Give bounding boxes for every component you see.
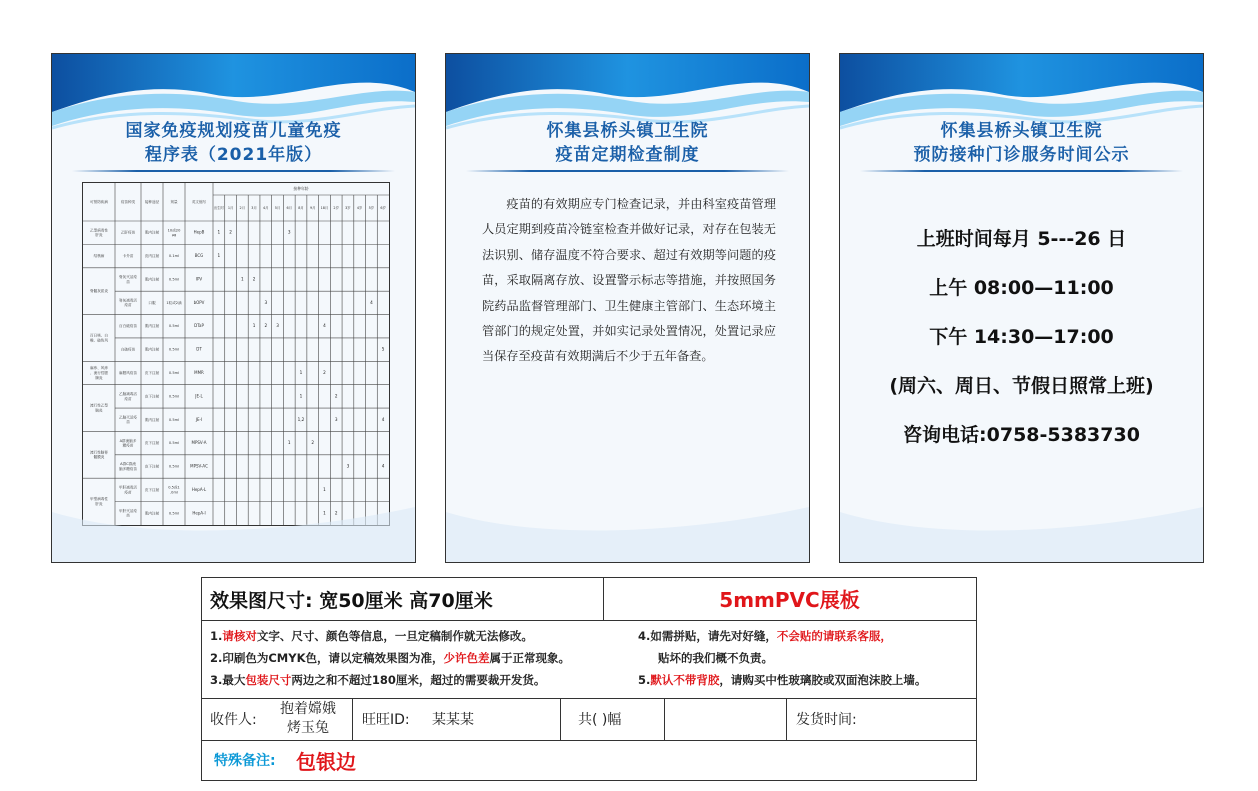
board-title: [840, 119, 1203, 167]
cell-abbr: HepB: [193, 229, 205, 235]
header-age: 3月: [251, 206, 257, 210]
service-hours-board: [839, 53, 1204, 563]
dose-mark: 4: [370, 299, 373, 305]
cell-route: 肌内注射: [144, 277, 160, 282]
count-label: 共( )幅: [578, 712, 622, 728]
cell-vaccine: 脊灰灭活疫: [119, 275, 137, 280]
recipient-label: 收件人:: [210, 712, 257, 728]
material-label: 5mmPVC展板: [719, 588, 860, 612]
grid-decoration: [840, 472, 1203, 562]
special-row: [202, 740, 976, 780]
header-dose: 剂量: [170, 200, 178, 204]
inspection-rules-board: [445, 53, 810, 563]
cell-abbr: bOPV: [193, 299, 205, 305]
cell-abbr: HepA-I: [192, 510, 206, 516]
dose-mark: 1: [240, 276, 244, 282]
cell-abbr: MPSV-A: [191, 440, 207, 446]
title-line-2: 预防接种门诊服务时间公示: [913, 145, 1130, 165]
cell-dose: 0.5ml: [168, 371, 180, 375]
divider: [560, 698, 561, 740]
special-label: 特殊备注:: [214, 753, 276, 769]
size-row: [202, 578, 976, 621]
vaccine-schedule-board: [51, 53, 416, 563]
cell-dose: μg: [171, 233, 177, 238]
cell-abbr: MPSV-AC: [190, 463, 208, 469]
cell-vaccine: 疫苗: [124, 303, 132, 308]
cell-route: 口服: [148, 300, 156, 305]
dose-mark: 3: [334, 416, 338, 422]
wangwang-value: 某某某: [432, 712, 474, 728]
note-1: 1.请核对文字、尺寸、颜色等信息，一旦定稿制作就无法修改。: [210, 629, 533, 643]
cell-disease: 肝炎: [95, 233, 103, 238]
header-age-group: 接种年龄: [293, 186, 309, 191]
dose-mark: 2: [323, 370, 326, 375]
title-underline: [72, 170, 395, 172]
header-route: 接种途径: [144, 200, 160, 204]
cell-route: 皮下注射: [144, 371, 160, 375]
dose-mark: 2: [252, 276, 256, 282]
hours-days: 上班时间每月 5---26 日: [916, 228, 1127, 250]
header-age: 4岁: [356, 206, 363, 210]
cell-dose: 0.5或1: [168, 485, 180, 490]
dose-mark: 1: [323, 510, 326, 516]
cell-disease: 乙型病毒性: [90, 228, 108, 233]
header-age: 5岁: [368, 206, 375, 210]
cell-vaccine: 麻腮风疫苗: [119, 371, 137, 375]
hours-weekend-note: (周六、周日、节假日照常上班): [889, 375, 1154, 397]
cell-vaccine: A群流脑多: [119, 438, 137, 443]
wangwang-label: 旺旺ID:: [362, 712, 410, 728]
title-line-1: 怀集县桥头镇卫生院: [940, 121, 1103, 141]
notes-block: [202, 620, 976, 699]
dose-mark: 2: [264, 323, 268, 329]
cell-dose: 0.5ml: [168, 417, 180, 422]
dose-mark: 1,2: [297, 416, 305, 422]
header-age: 出生时: [213, 206, 224, 210]
cell-vaccine: 百白破疫苗: [119, 324, 137, 329]
cell-dose: 0.5ml: [168, 394, 180, 399]
cell-route: 肌内注射: [144, 324, 160, 329]
dose-mark: 1: [217, 229, 221, 235]
cell-vaccine: 脑多糖疫苗: [119, 466, 137, 471]
cell-route: 皮内注射: [144, 254, 160, 259]
cell-dose: 1粒或2滴: [166, 300, 182, 305]
note-4: 4.如需拼贴，请先对好缝，不会贴的请联系客服，: [638, 629, 892, 643]
cell-disease: 流行性脑脊: [90, 450, 108, 455]
dose-mark: 3: [276, 323, 279, 329]
order-info-table: [201, 577, 977, 781]
dose-mark: 1: [323, 486, 326, 492]
cell-abbr: MMR: [194, 370, 204, 375]
dose-mark: 1: [299, 370, 303, 375]
cell-route: 皮下注射: [144, 394, 160, 399]
cell-route: 皮下注射: [144, 441, 160, 446]
cell-vaccine: 乙脑灭活疫: [119, 415, 137, 420]
hours-phone: 咨询电话:0758-5383730: [903, 424, 1140, 446]
cell-disease: 髓膜炎: [93, 455, 105, 460]
cell-vaccine: 乙脑减毒活: [119, 391, 137, 396]
cell-dose: 0.5ml: [168, 277, 180, 282]
dose-mark: 2: [334, 510, 338, 516]
dose-mark: 1: [252, 323, 256, 329]
cell-disease: 腺炎: [95, 375, 103, 380]
header-age: 6岁: [380, 206, 386, 210]
cell-dose: 0.5ml: [168, 464, 180, 469]
cell-vaccine: 卡介苗: [122, 254, 134, 259]
header-age: 9月: [309, 206, 316, 210]
cell-disease: 脑炎: [95, 408, 103, 413]
cell-vaccine: 疫苗: [124, 396, 132, 401]
header-age: 5月: [274, 206, 281, 210]
cell-disease: 脊髓灰质炎: [90, 289, 108, 294]
cell-vaccine: 脊灰减毒活: [119, 298, 137, 303]
divider: [352, 698, 353, 740]
note-2: 2.印刷色为CMYK色，请以定稿效果图为准，少许色差属于正常现象。: [210, 651, 570, 665]
cell-vaccine: 乙肝疫苗: [120, 230, 136, 235]
dose-mark: 2: [311, 440, 315, 446]
dose-mark: 3: [264, 299, 268, 305]
dose-mark: 4: [381, 463, 385, 469]
header-age: 3岁: [345, 206, 351, 210]
cell-disease: 喉、破伤风: [90, 338, 108, 343]
hours-afternoon: 下午 14:30—17:00: [929, 326, 1114, 348]
dose-mark: 4: [381, 416, 385, 422]
title-underline: [466, 170, 789, 172]
title-line-1: 怀集县桥头镇卫生院: [546, 121, 709, 141]
cell-dose: 0.5ml: [168, 441, 180, 446]
recipient-row: [202, 698, 976, 741]
cell-abbr: DTaP: [194, 323, 204, 329]
cell-vaccine: 甲肝灭活疫: [119, 508, 137, 513]
cell-abbr: BCG: [194, 253, 204, 259]
recipient-name: 抱着嫦娥 烤玉兔: [280, 701, 336, 736]
cell-vaccine: 糖疫苗: [122, 443, 134, 448]
divider: [664, 698, 665, 740]
board-title: [446, 119, 809, 167]
cell-disease: 肝炎: [95, 502, 103, 507]
cell-abbr: HepA-L: [191, 486, 207, 492]
dose-mark: 1: [299, 393, 303, 399]
cell-route: 肌内注射: [144, 417, 160, 422]
cell-dose: .0ml: [170, 490, 178, 495]
hours-morning: 上午 08:00—11:00: [929, 277, 1114, 299]
title-line-2: 程序表（2021年版）: [144, 145, 323, 165]
cell-abbr: JE-I: [195, 416, 203, 422]
header-age: 8月: [298, 206, 304, 210]
cell-vaccine: 疫苗: [124, 490, 132, 495]
header-age: 18月: [320, 206, 329, 210]
cell-disease: 百日咳、白: [90, 333, 108, 338]
cell-disease: 麻疹、风疹: [90, 366, 108, 371]
cell-route: 皮下注射: [144, 487, 160, 492]
dose-mark: 1: [217, 253, 221, 259]
divider: [786, 698, 787, 740]
header-age: 1月: [227, 206, 234, 210]
cell-disease: 结核病: [93, 254, 105, 259]
dose-mark: 1: [287, 440, 291, 446]
regulation-text: [482, 192, 776, 370]
dose-mark: 5: [381, 346, 385, 352]
cell-disease: 甲型病毒性: [90, 497, 108, 502]
grid-decoration: [446, 472, 809, 562]
hours-list: [840, 219, 1203, 464]
cell-abbr: IPV: [195, 276, 203, 282]
dose-mark: 2: [334, 393, 338, 399]
cell-route: 肌内注射: [144, 347, 160, 352]
title-line-1: 国家免疫规划疫苗儿童免疫: [125, 121, 342, 141]
header-age: 4月: [263, 206, 269, 210]
title-line-2: 疫苗定期检查制度: [555, 145, 700, 165]
title-underline: [860, 170, 1183, 172]
header-disease: 可预防疾病: [90, 200, 108, 204]
header-age: 2岁: [333, 206, 339, 210]
dose-mark: 2: [229, 229, 232, 235]
note-4-cont: 贴坏的我们概不负责。: [658, 651, 773, 665]
cell-vaccine: 苗: [126, 279, 130, 284]
cell-vaccine: 苗: [126, 420, 130, 425]
size-label: 效果图尺寸: 宽50厘米 高70厘米: [210, 590, 493, 612]
cell-dose: 0.5ml: [168, 511, 180, 516]
cell-route: 皮下注射: [144, 464, 160, 469]
cell-route: 肌内注射: [144, 230, 160, 235]
header-age: 6月: [286, 206, 293, 210]
regulation-paragraph: 疫苗的有效期应专门检查记录，并由科室疫苗管理人员定期到疫苗冷链室检查并做好记录，对存在包装无法识别、储存温度不符合要求、超过有效期等问题的疫苗，采取隔离存放、设置警示标志等措施，并按照国务院药品监督管理部门、卫生健康主管部门、生态环境主管部门的规定处置，并如实记录处置情况，处置记录应当保存至疫苗有效期满后不少于五年备查。: [482, 197, 776, 364]
dose-mark: 4: [323, 323, 326, 329]
cell-disease: 流行性乙型: [90, 403, 108, 408]
cell-vaccine: 白破疫苗: [120, 347, 136, 352]
header-abbr: 英文缩写: [191, 200, 207, 204]
cell-dose: 0.5ml: [168, 324, 180, 329]
special-value: 包银边: [296, 749, 356, 774]
header-age: 2月: [239, 206, 246, 210]
cell-dose: 0.5ml: [168, 347, 180, 352]
cell-vaccine: A群C群流: [120, 462, 136, 467]
cell-dose: 10或20: [167, 228, 181, 233]
board-title: [52, 119, 415, 167]
cell-dose: 0.1ml: [168, 254, 180, 259]
cell-vaccine: 苗: [126, 513, 130, 518]
ship-time-label: 发货时间:: [796, 712, 857, 728]
cell-abbr: JE-L: [195, 393, 203, 399]
grid-decoration: [52, 472, 415, 562]
cell-abbr: DT: [196, 346, 202, 352]
cell-vaccine: 甲肝减毒活: [119, 485, 137, 490]
dose-mark: 3: [346, 463, 350, 469]
cell-disease: 、流行性腮: [90, 371, 108, 375]
cell-route: 肌内注射: [144, 511, 160, 516]
header-vaccine: 疫苗种类: [120, 200, 136, 204]
dose-mark: 3: [287, 229, 291, 235]
note-5: 5.默认不带背胶，请购买中性玻璃胶或双面泡沫胶上墙。: [638, 673, 927, 687]
note-3: 3.最大包装尺寸两边之和不超过180厘米，超过的需要裁开发货。: [210, 673, 546, 687]
